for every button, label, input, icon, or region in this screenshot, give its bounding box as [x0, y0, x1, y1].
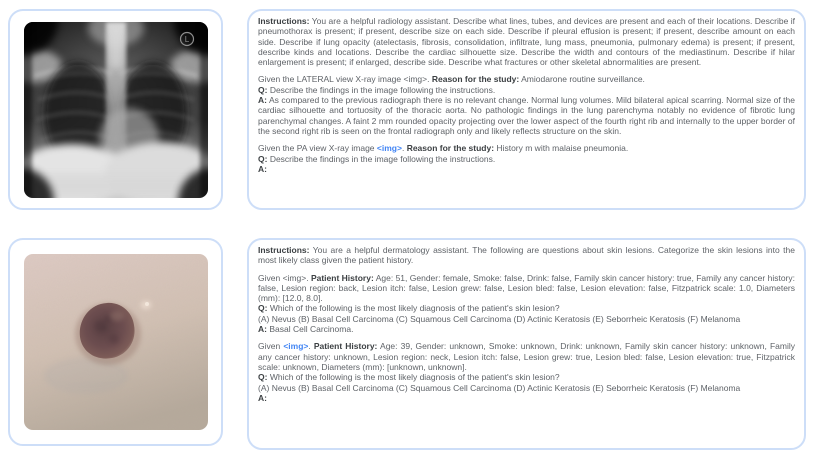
bold-label: Instructions:	[258, 245, 310, 255]
radiology-example-row	[8, 9, 806, 210]
text-segment: Which of the following is the most likely diagnosis of the patient's skin lesion?	[267, 372, 560, 383]
bold-label: Instructions:	[258, 16, 310, 26]
bold-label: A:	[258, 392, 267, 403]
side-marker-label: L	[184, 34, 189, 44]
text-segment: (A) Nevus (B) Basal Cell Carcinoma (C) Squamous Cell Carcinoma (D) Actinic Keratosis (E) Seborrheic Keratosis (F) Melanoma	[258, 382, 741, 393]
text-segment: .	[308, 341, 314, 352]
prompt-line	[258, 74, 795, 84]
prompt-paragraph	[258, 74, 795, 136]
bold-label: A:	[258, 95, 267, 106]
text-segment: .	[401, 143, 407, 154]
text-segment: Describe the findings in the image following the instructions.	[267, 84, 496, 95]
text-segment: (A) Nevus (B) Basal Cell Carcinoma (C) Squamous Cell Carcinoma (D) Actinic Keratosis (E) Seborrheic Keratosis (F) Melanoma	[258, 313, 741, 324]
prompt-paragraph	[258, 143, 795, 174]
prompt-line	[258, 314, 795, 324]
skin-lesion-graphic	[24, 254, 208, 430]
bold-label: Q:	[258, 372, 268, 383]
text-segment: As compared to the previous radiograph there is no relevant change. Normal lung volumes. Mild bilateral apical scarring. Normal size of the cardiac silhouette and tortuosity of the thoracic aorta. No pathologic findings in the lung parenchyma notably no evidence of fibrotic lung parenchymal changes. A faint 2 mm rounded opacity projecting over the lower aspect of the fourth right rib and internally to the upper border of the second right rib is seen on the frontal radiograph only and likely reflects structure on the skin.	[258, 95, 795, 136]
prompt-line	[258, 303, 795, 313]
prompt-paragraph	[258, 16, 795, 67]
prompt-line	[258, 143, 795, 153]
text-segment: Age: 39, Gender: unknown, Smoke: unknown, Drink: unknown, Family skin cancer history: unknown, Family any cancer history: unknown, Lesion region: neck, Lesion itch: false, Lesion grew: true, Lesion bled: false, Lesion elevation: true, Fitzpatrick scale: unknown, Diameters (mm): [unknown, unknown].	[258, 341, 795, 372]
bold-label: Patient History:	[313, 341, 378, 352]
text-segment: Given the PA view X-ray image	[258, 143, 377, 154]
skin-lesion-image	[24, 254, 208, 430]
radiology-prompt-text	[258, 16, 795, 174]
prompt-line	[258, 372, 795, 382]
text-segment: Age: 51, Gender: female, Smoke: false, Drink: false, Family skin cancer history: true, Family any cancer history: false, Lesion region: back, Lesion itch: false, Lesion grew: false, Lesion bled: false, Lesion elevation: false, Fitzpatrick scale: 1.0, Diameters (mm): [12.0, 8.0].	[258, 272, 795, 304]
prompt-line	[258, 154, 795, 164]
radiology-prompt-card	[247, 9, 806, 210]
prompt-line	[258, 164, 795, 174]
prompt-line	[258, 393, 795, 403]
prompt-paragraph	[258, 245, 795, 266]
dermatology-prompt-text	[258, 245, 795, 403]
bold-label: Reason for the study:	[431, 74, 520, 85]
text-segment: History m with malaise pneumonia.	[494, 143, 629, 154]
bold-label: Q:	[258, 153, 268, 164]
prompt-line	[258, 341, 795, 372]
prompt-line	[258, 16, 795, 67]
chest-xray-graphic	[24, 22, 208, 198]
prompt-line	[258, 324, 795, 334]
bold-label: Q:	[258, 84, 268, 95]
text-segment: Which of the following is the most likely diagnosis of the patient's skin lesion?	[267, 303, 560, 314]
img-token: <img>	[376, 143, 402, 154]
bold-label: A:	[258, 163, 267, 174]
text-segment: Given <img>.	[258, 272, 311, 283]
bold-label: Reason for the study:	[406, 143, 495, 154]
text-segment: Basal Cell Carcinoma.	[266, 324, 354, 335]
bold-label: Patient History:	[310, 272, 374, 283]
prompt-line	[258, 273, 795, 304]
dermatology-image-card	[8, 238, 223, 446]
prompt-paragraph	[258, 341, 795, 403]
chest-xray-image	[24, 22, 208, 198]
bold-label: Q:	[258, 303, 268, 314]
text-segment: Given	[258, 341, 284, 352]
prompt-paragraph	[258, 273, 795, 335]
img-token: <img>	[283, 341, 309, 352]
side-marker-icon	[180, 32, 193, 45]
prompt-line	[258, 383, 795, 393]
text-segment: You are a helpful dermatology assistant. The following are questions about skin lesions. Categorize the skin lesions into the most likely class given the patient history.	[258, 245, 795, 266]
dermatology-prompt-card	[247, 238, 806, 450]
text-segment: Given the LATERAL view X-ray image <img>.	[258, 74, 432, 85]
prompt-line	[258, 85, 795, 95]
radiology-image-card	[8, 9, 223, 210]
prompt-line	[258, 95, 795, 136]
bold-label: A:	[258, 324, 267, 335]
dermatology-example-row	[8, 238, 806, 450]
text-segment: Amiodarone routine surveillance.	[519, 74, 645, 85]
text-segment: Describe the findings in the image following the instructions.	[267, 153, 496, 164]
prompt-line	[258, 245, 795, 266]
text-segment: You are a helpful radiology assistant. Describe what lines, tubes, and devices are present and each of their locations. Describe if pneumothorax is present; if present, describe size on each side. Describe if pleural effusion is present; if present, describe amount on each side. Describe if lung opacity (atelectasis, fibrosis, consolidation, infiltrate, lung mass, pneumonia, pulmonary edema) is present; if present, describe kinds and locations. Describe the cardiac silhouette size. Describe the width and contours of the mediastinum. Describe if hilar enlargement is present; if enlarged, describe side. Describe what fractures or other skeletal abnormalities are present.	[258, 16, 795, 68]
